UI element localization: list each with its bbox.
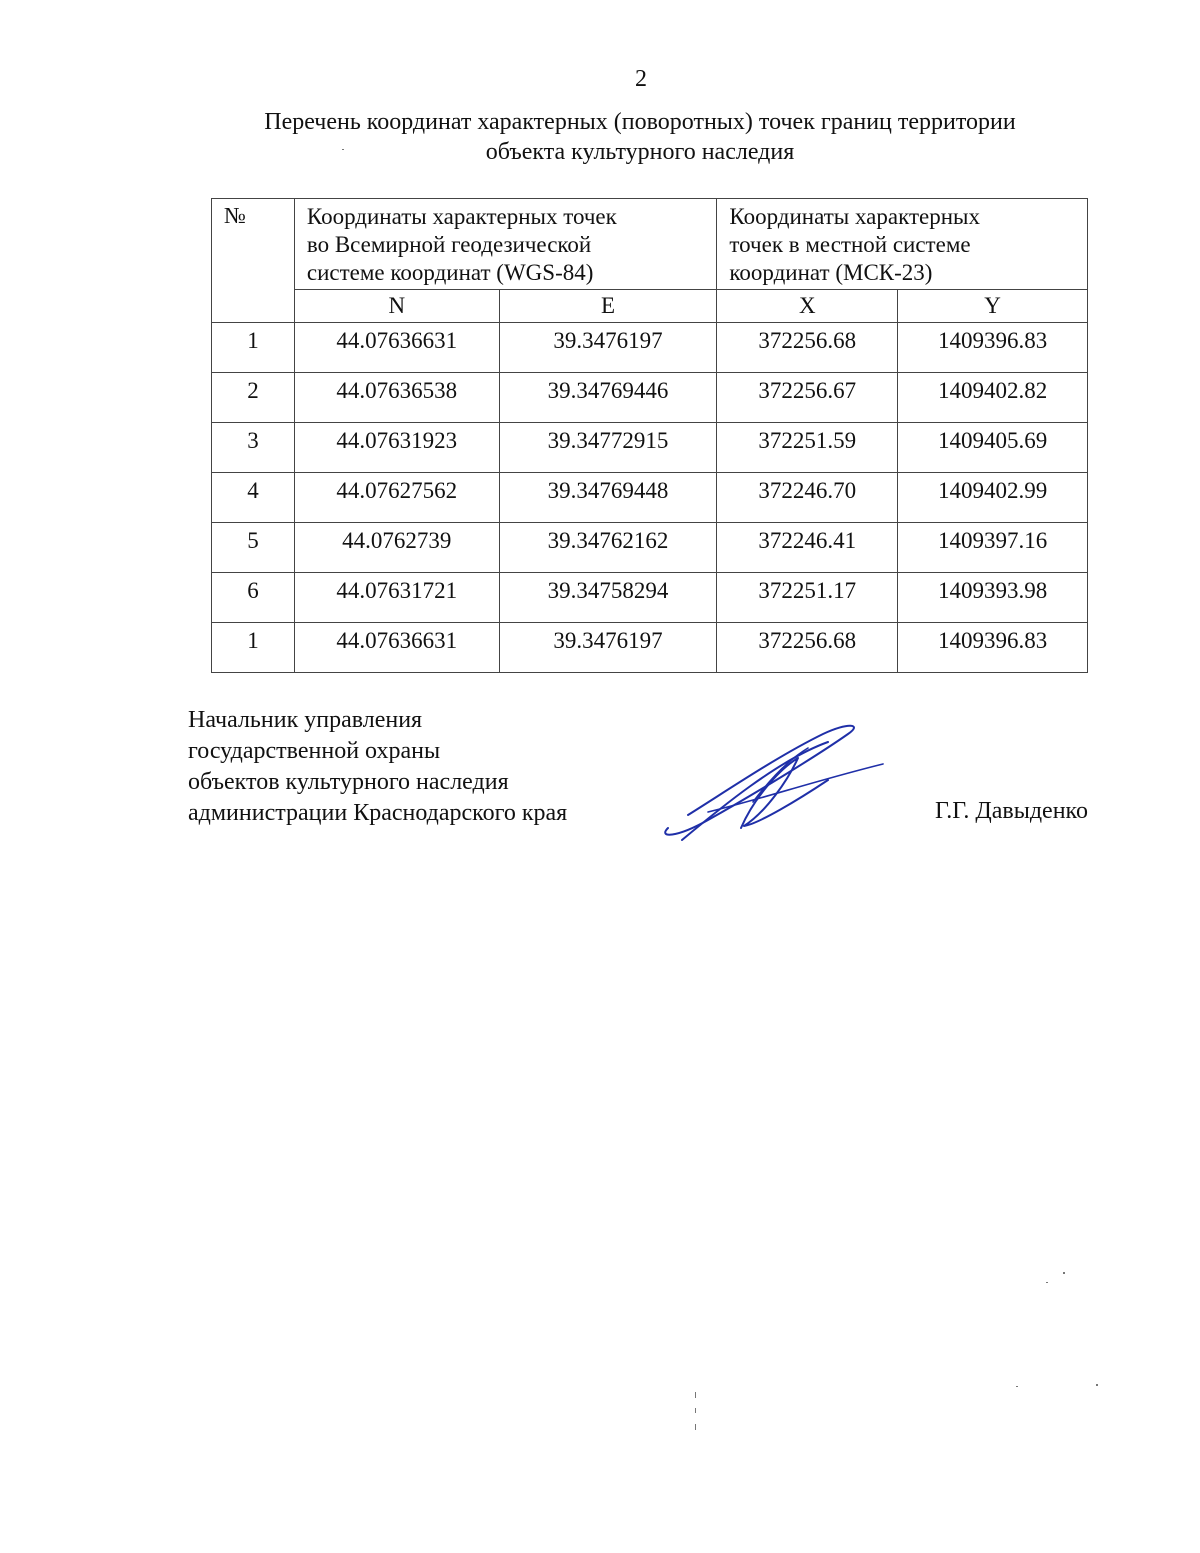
header-col-y: Y xyxy=(898,290,1088,323)
table-subheader-row xyxy=(212,290,1088,323)
cell-n: 44.07631923 xyxy=(294,423,499,473)
scan-artifact xyxy=(1046,1282,1048,1283)
cell-e: 39.3476197 xyxy=(499,323,717,373)
cell-number: 1 xyxy=(212,623,295,673)
position-line: Начальник управления xyxy=(188,707,423,733)
cell-y: 1409402.82 xyxy=(898,373,1088,423)
cell-n: 44.07636631 xyxy=(294,623,499,673)
header-msk23-group xyxy=(717,199,1088,290)
scan-artifact xyxy=(695,1408,696,1413)
cell-number: 3 xyxy=(212,423,295,473)
cell-n: 44.07636538 xyxy=(294,373,499,423)
table-row xyxy=(212,523,1088,573)
header-col-n: N xyxy=(294,290,499,323)
cell-x: 372256.67 xyxy=(717,373,898,423)
scan-artifact xyxy=(695,1424,696,1430)
scan-artifact xyxy=(1096,1384,1098,1386)
cell-number: 5 xyxy=(212,523,295,573)
cell-number: 4 xyxy=(212,473,295,523)
header-msk23-line: координат (МСК-23) xyxy=(729,260,933,285)
cell-e: 39.34769448 xyxy=(499,473,717,523)
cell-y: 1409405.69 xyxy=(898,423,1088,473)
position-line: государственной охраны xyxy=(188,738,441,764)
cell-y: 1409396.83 xyxy=(898,323,1088,373)
header-wgs84-line: во Всемирной геодезической xyxy=(306,232,592,257)
cell-x: 372251.17 xyxy=(717,573,898,623)
cell-number: 1 xyxy=(212,323,295,373)
header-col-e: E xyxy=(499,290,717,323)
header-col-x: X xyxy=(717,290,898,323)
cell-e: 39.34762162 xyxy=(499,523,717,573)
cell-n: 44.0762739 xyxy=(294,523,499,573)
cell-y: 1409396.83 xyxy=(898,623,1088,673)
header-wgs84-line: Координаты характерных точек xyxy=(306,204,617,229)
handwritten-signature xyxy=(648,720,893,850)
signature-stroke xyxy=(682,742,828,840)
cell-y: 1409397.16 xyxy=(898,523,1088,573)
table-row xyxy=(212,373,1088,423)
scan-artifact xyxy=(1063,1272,1065,1274)
coordinates-table xyxy=(211,198,1088,673)
scan-artifact xyxy=(342,149,344,150)
header-msk23-line: Координаты характерных xyxy=(729,204,980,229)
table-row xyxy=(212,423,1088,473)
position-line: администрации Краснодарского края xyxy=(188,800,568,826)
scan-artifact xyxy=(695,1392,696,1398)
page-number: 2 xyxy=(635,66,647,92)
position-line: объектов культурного наследия xyxy=(188,769,509,795)
scan-artifact xyxy=(1016,1386,1018,1387)
cell-e: 39.34772915 xyxy=(499,423,717,473)
table-row xyxy=(212,473,1088,523)
cell-n: 44.07631721 xyxy=(294,573,499,623)
header-wgs84-group xyxy=(294,199,717,290)
cell-x: 372246.70 xyxy=(717,473,898,523)
cell-e: 39.3476197 xyxy=(499,623,717,673)
header-number: № xyxy=(212,199,295,323)
cell-e: 39.34769446 xyxy=(499,373,717,423)
title-line-1: Перечень координат характерных (поворотных) точек границ территории xyxy=(264,109,1016,135)
cell-x: 372246.41 xyxy=(717,523,898,573)
cell-e: 39.34758294 xyxy=(499,573,717,623)
header-wgs84-line: системе координат (WGS-84) xyxy=(306,260,594,285)
signatory-name: Г.Г. Давыденко xyxy=(935,798,1088,824)
document-title xyxy=(180,107,1100,167)
cell-y: 1409402.99 xyxy=(898,473,1088,523)
cell-y: 1409393.98 xyxy=(898,573,1088,623)
cell-n: 44.07636631 xyxy=(294,323,499,373)
cell-x: 372256.68 xyxy=(717,623,898,673)
cell-x: 372256.68 xyxy=(717,323,898,373)
table-row xyxy=(212,623,1088,673)
table-header-row xyxy=(212,199,1088,290)
cell-number: 2 xyxy=(212,373,295,423)
signatory-position xyxy=(188,705,567,829)
table-row xyxy=(212,323,1088,373)
header-msk23-line: точек в местной системе xyxy=(729,232,971,257)
title-line-2: объекта культурного наследия xyxy=(485,139,795,165)
cell-number: 6 xyxy=(212,573,295,623)
cell-x: 372251.59 xyxy=(717,423,898,473)
table-row xyxy=(212,573,1088,623)
signature-stroke xyxy=(708,764,883,812)
cell-n: 44.07627562 xyxy=(294,473,499,523)
